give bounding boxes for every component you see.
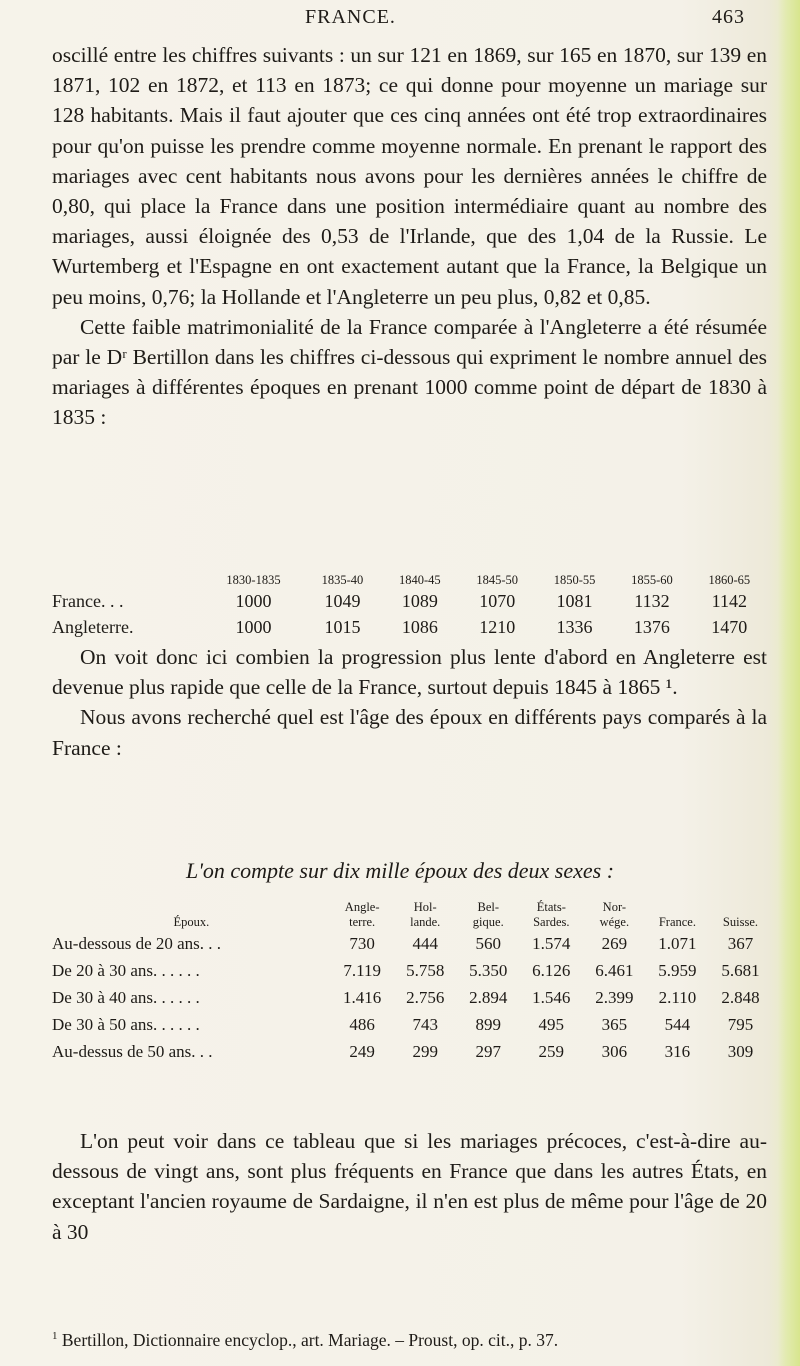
marriage-index-table: [52, 566, 768, 640]
table-cell: 544: [664, 1014, 691, 1034]
table-cell: 899: [475, 1014, 501, 1034]
column-header: 1840-45: [399, 573, 441, 587]
paragraph: oscillé entre les chiffres suivants : un sur 121 en 1869, sur 165 en 1870, sur 139 en 1871, 102 en 1872, et 113 en 1873; ce qui donne pour moyenne un mariage sur 128 habitants. Mais il faut ajouter que ces cinq années ont été trop extraordinaires pour qu'on puisse les prendre comme moyenne normale. En prenant le rapport des mariages avec cent habitants nous avons pour les dernières années le chiffre de 0,80, qui place la France dans une position intermédiaire quant au nombre des mariages, aussi éloignée des 0,53 de l'Irlande, que des 1,04 de la Russie. Le Wurtemberg et l'Espagne en ont exactement autant que la France, la Belgique un peu moins, 0,76; la Hollande et l'Angleterre un peu plus, 0,82 et 0,85.: [52, 43, 767, 309]
table-cell: 1089: [401, 590, 438, 611]
table-cell: 795: [727, 1014, 754, 1034]
table-cell: 444: [412, 933, 438, 953]
paragraph: L'on peut voir dans ce tableau que si les mariages précoces, c'est-à-dire au-dessous de vingt ans, sont plus fréquents en France que dans les autres États, en exceptant l'ancien royaume de Sardaigne, il n'en est plus de même pour l'âge de 20 à 30: [52, 1129, 767, 1244]
table-cell: 259: [538, 1041, 565, 1061]
table-corner: [52, 894, 331, 930]
column-header: 1850-55: [553, 573, 596, 587]
table-cell: 2.110: [658, 987, 697, 1007]
body-text-middle: [52, 642, 767, 763]
column-header: 1860-65: [708, 573, 751, 587]
table-cell: 6.126: [532, 960, 571, 980]
footnote: [52, 1325, 767, 1351]
table-cell: 1.416: [343, 987, 382, 1007]
table-cell: 1.071: [658, 933, 697, 953]
paragraph: Cette faible matrimonialité de la France comparée à l'Angleterre a été résumée par le Dʳ Bertillon dans les chiffres ci-dessous qui expriment le nombre annuel des mariages à différentes époques en prenant 1000 comme point de départ de 1830 à 1835 :: [52, 314, 767, 430]
table-cell: 2.756: [406, 987, 445, 1007]
footnote-text: Bertillon, Dictionnaire encyclop., art. Mariage. – Proust, op. cit., p. 37.: [61, 1329, 559, 1350]
table-row: [52, 957, 772, 984]
column-header: Bel- gique.: [472, 900, 504, 929]
table-cell: 1086: [401, 616, 438, 637]
table-cell: 1000: [235, 616, 272, 637]
table-row: [52, 930, 772, 957]
table-corner: [52, 566, 203, 588]
row-label: France. . .: [52, 590, 124, 611]
table-cell: 5.758: [406, 960, 445, 980]
row-label: Au-dessous de 20 ans. . .: [52, 933, 222, 953]
table-cell: 1470: [711, 616, 748, 637]
paragraph: Nous avons recherché quel est l'âge des époux en différents pays comparés à la France :: [52, 705, 767, 760]
table-cell: 7.119: [343, 960, 381, 980]
table-header-row: [52, 894, 772, 930]
table-cell: 5.350: [469, 960, 508, 980]
column-header: Hol- lande.: [410, 900, 441, 929]
table-row: [52, 1038, 772, 1065]
page-number: 463: [712, 6, 745, 28]
column-header: 1830-1835: [226, 573, 281, 587]
table-cell: 1049: [324, 590, 361, 611]
table-cell: 730: [349, 933, 375, 953]
table-cell: 560: [475, 933, 501, 953]
column-header: Angle- terre.: [344, 900, 380, 929]
table-cell: 2.894: [469, 987, 508, 1007]
table-cell: 1070: [479, 590, 516, 611]
table-cell: 1000: [235, 590, 272, 611]
row-label: Au-dessus de 50 ans. . .: [52, 1041, 213, 1061]
table-cell: 495: [538, 1014, 565, 1034]
paragraph: On voit donc ici combien la progression plus lente d'abord en Angleterre est devenue plus rapide que celle de la France, surtout depuis 1845 à 1865 ¹.: [52, 645, 767, 700]
row-label: Angleterre.: [52, 616, 134, 637]
column-header: 1835-40: [321, 573, 364, 587]
table-cell: 5.681: [721, 960, 760, 980]
table-cell: 299: [412, 1041, 438, 1061]
table-row: [52, 614, 768, 640]
row-label: De 30 à 50 ans. . . . . .: [52, 1014, 200, 1034]
body-text-bottom: [52, 1126, 767, 1247]
column-header: États- Sardes.: [533, 900, 570, 929]
table-cell: 2.848: [721, 987, 760, 1007]
table-cell: 1376: [633, 616, 670, 637]
running-title: FRANCE.: [305, 6, 396, 28]
table-cell: 249: [349, 1041, 375, 1061]
table-cell: 297: [475, 1041, 501, 1061]
table-cell: 316: [664, 1041, 691, 1061]
table-cell: 1210: [479, 616, 516, 637]
column-header: France.: [658, 915, 696, 929]
table-cell: 1.546: [532, 987, 571, 1007]
table-cell: 6.461: [595, 960, 634, 980]
page-edge-shadow: [778, 0, 800, 1366]
row-label: De 30 à 40 ans. . . . . .: [52, 987, 200, 1007]
table-cell: 5.959: [658, 960, 697, 980]
table-cell: 1132: [634, 590, 670, 611]
row-label: De 20 à 30 ans. . . . . .: [52, 960, 200, 980]
column-header: Suisse.: [722, 915, 758, 929]
column-header: Nor- wége.: [599, 900, 630, 929]
column-header: 1845-50: [476, 573, 519, 587]
table-cell: 1336: [556, 616, 593, 637]
table-row: [52, 984, 772, 1011]
table-caption: L'on compte sur dix mille époux des deux sexes :: [185, 858, 615, 883]
table-cell: 365: [601, 1014, 628, 1034]
table-cell: 1142: [711, 590, 747, 611]
table-cell: 1015: [324, 616, 361, 637]
table-cell: 269: [601, 933, 628, 953]
table-cell: 367: [727, 933, 754, 953]
table-cell: 306: [601, 1041, 628, 1061]
footnote-marker: 1: [52, 1330, 58, 1342]
table-cell: 309: [727, 1041, 754, 1061]
table-cell: 1.574: [532, 933, 571, 953]
table-cell: 2.399: [595, 987, 634, 1007]
table-row: [52, 588, 768, 614]
body-text-top: [52, 40, 767, 433]
table-cell: 1081: [556, 590, 593, 611]
table-cell: 486: [349, 1014, 375, 1034]
spouse-age-table: [52, 894, 772, 1065]
table-cell: 743: [412, 1014, 438, 1034]
corner-label: Époux.: [173, 915, 210, 929]
column-header: 1855-60: [631, 573, 673, 587]
table-header-row: [52, 566, 768, 588]
table-row: [52, 1011, 772, 1038]
